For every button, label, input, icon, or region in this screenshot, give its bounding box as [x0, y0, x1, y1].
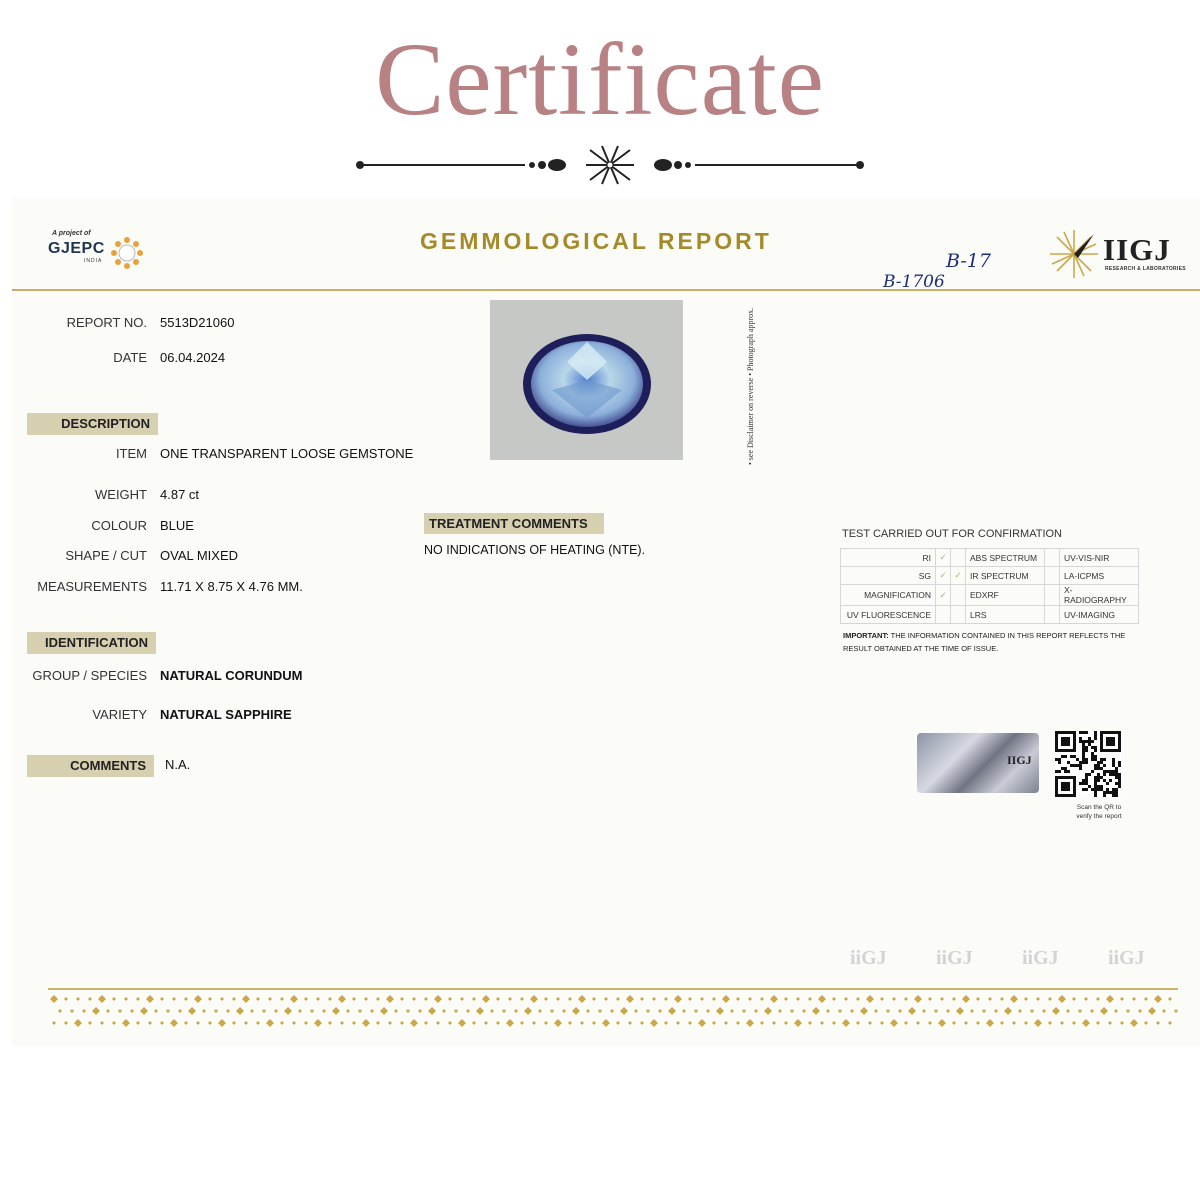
identification-heading: IDENTIFICATION [27, 632, 156, 654]
test-check-icon [936, 606, 951, 624]
variety-value: NATURAL SAPPHIRE [160, 707, 292, 722]
test-table [840, 548, 1139, 624]
important-note [843, 629, 1133, 655]
report-no-value: 5513D21060 [160, 315, 235, 330]
test-check-icon: ✓ [936, 567, 951, 585]
watermark: iiGJ [1108, 947, 1145, 969]
handwritten-code: B-1706 [883, 272, 945, 292]
test-name: X-RADIOGRAPHY [1060, 585, 1139, 606]
partner-prefix: A project of [52, 230, 91, 237]
partner-logo-text: GJEPC [48, 240, 105, 257]
species-label: GROUP / SPECIES [32, 668, 147, 683]
weight-value: 4.87 ct [160, 487, 200, 502]
comments-heading: COMMENTS [27, 755, 154, 777]
comments-value: N.A. [165, 757, 191, 772]
watermark: iiGJ [850, 947, 887, 969]
colour-value: BLUE [160, 518, 194, 533]
test-row [841, 606, 1139, 624]
test-name: LRS [966, 606, 1045, 624]
weight-label: WEIGHT [95, 487, 147, 502]
measurements-label: MEASUREMENTS [37, 579, 147, 594]
test-name: IR SPECTRUM [966, 567, 1045, 585]
qr-caption-line: Scan the QR to [1076, 804, 1122, 811]
page-headline: Certificate [375, 22, 825, 137]
gemstone-photo [490, 300, 683, 460]
report-no-label: REPORT NO. [66, 315, 147, 330]
test-row [841, 567, 1139, 585]
test-check-icon [951, 549, 966, 567]
important-label: IMPORTANT: [843, 631, 889, 640]
item-value: ONE TRANSPARENT LOOSE GEMSTONE [160, 446, 414, 461]
test-name: SG [841, 567, 936, 585]
important-text: THE INFORMATION CONTAINED IN THIS REPORT REFLECTS THE RESULT OBTAINED AT THE TIME OF ISSUE. [843, 631, 1126, 653]
shape-cut-label: SHAPE / CUT [65, 548, 147, 563]
measurements-value: 11.71 X 8.75 X 4.76 MM. [160, 579, 303, 594]
decorative-divider [350, 142, 870, 188]
test-table-title: TEST CARRIED OUT FOR CONFIRMATION [842, 528, 1063, 540]
colour-label: COLOUR [91, 518, 147, 533]
test-check-icon [951, 585, 966, 606]
handwritten-code: B-17 [946, 250, 991, 272]
test-row [841, 549, 1139, 567]
qr-caption-line: verify the report [1076, 813, 1122, 820]
test-check-icon: ✓ [936, 585, 951, 606]
test-name: ABS SPECTRUM [966, 549, 1045, 567]
test-name: EDXRF [966, 585, 1045, 606]
treatment-text: NO INDICATIONS OF HEATING (NTE). [424, 543, 646, 557]
test-check-icon: ✓ [951, 567, 966, 585]
description-heading: DESCRIPTION [27, 413, 158, 435]
partner-emblem-icon [110, 236, 144, 270]
test-name: UV FLUORESCENCE [841, 606, 936, 624]
photo-disclaimer-text: • see Disclaimer on reverse • Photograph approx. [746, 307, 755, 465]
footer-divider [48, 988, 1178, 990]
item-label: ITEM [115, 446, 147, 461]
test-check-icon [1045, 606, 1060, 624]
report-title: GEMMOLOGICAL REPORT [420, 228, 772, 254]
treatment-heading: TREATMENT COMMENTS [424, 513, 604, 534]
test-name: UV-IMAGING [1060, 606, 1139, 624]
qr-caption [1060, 803, 1138, 821]
date-value: 06.04.2024 [160, 350, 226, 365]
test-name: MAGNIFICATION [841, 585, 936, 606]
photo-disclaimer [742, 300, 758, 470]
species-value: NATURAL CORUNDUM [160, 668, 303, 683]
verification-qr-code[interactable] [1055, 731, 1121, 797]
lab-starburst-icon [1048, 228, 1100, 280]
test-check-icon: ✓ [936, 549, 951, 567]
test-name: RI [841, 549, 936, 567]
lab-subtitle: RESEARCH & LABORATORIES [1105, 266, 1186, 272]
test-name: LA-ICPMS [1060, 567, 1139, 585]
variety-label: VARIETY [92, 707, 147, 722]
test-name: UV-VIS-NIR [1060, 549, 1139, 567]
footer-pattern [48, 993, 1178, 1033]
watermark: iiGJ [1022, 947, 1059, 969]
header-divider [12, 289, 1200, 291]
hologram-sticker [917, 733, 1039, 793]
watermark: iiGJ [936, 947, 973, 969]
hologram-text: IIGJ [1007, 753, 1032, 767]
shape-cut-value: OVAL MIXED [160, 548, 239, 563]
test-row [841, 585, 1139, 606]
test-check-icon [1045, 567, 1060, 585]
test-check-icon [1045, 585, 1060, 606]
lab-logo-text: IIGJ [1103, 232, 1171, 267]
test-check-icon [1045, 549, 1060, 567]
test-check-icon [951, 606, 966, 624]
date-label: DATE [113, 350, 147, 365]
partner-country: INDIA [84, 258, 103, 264]
